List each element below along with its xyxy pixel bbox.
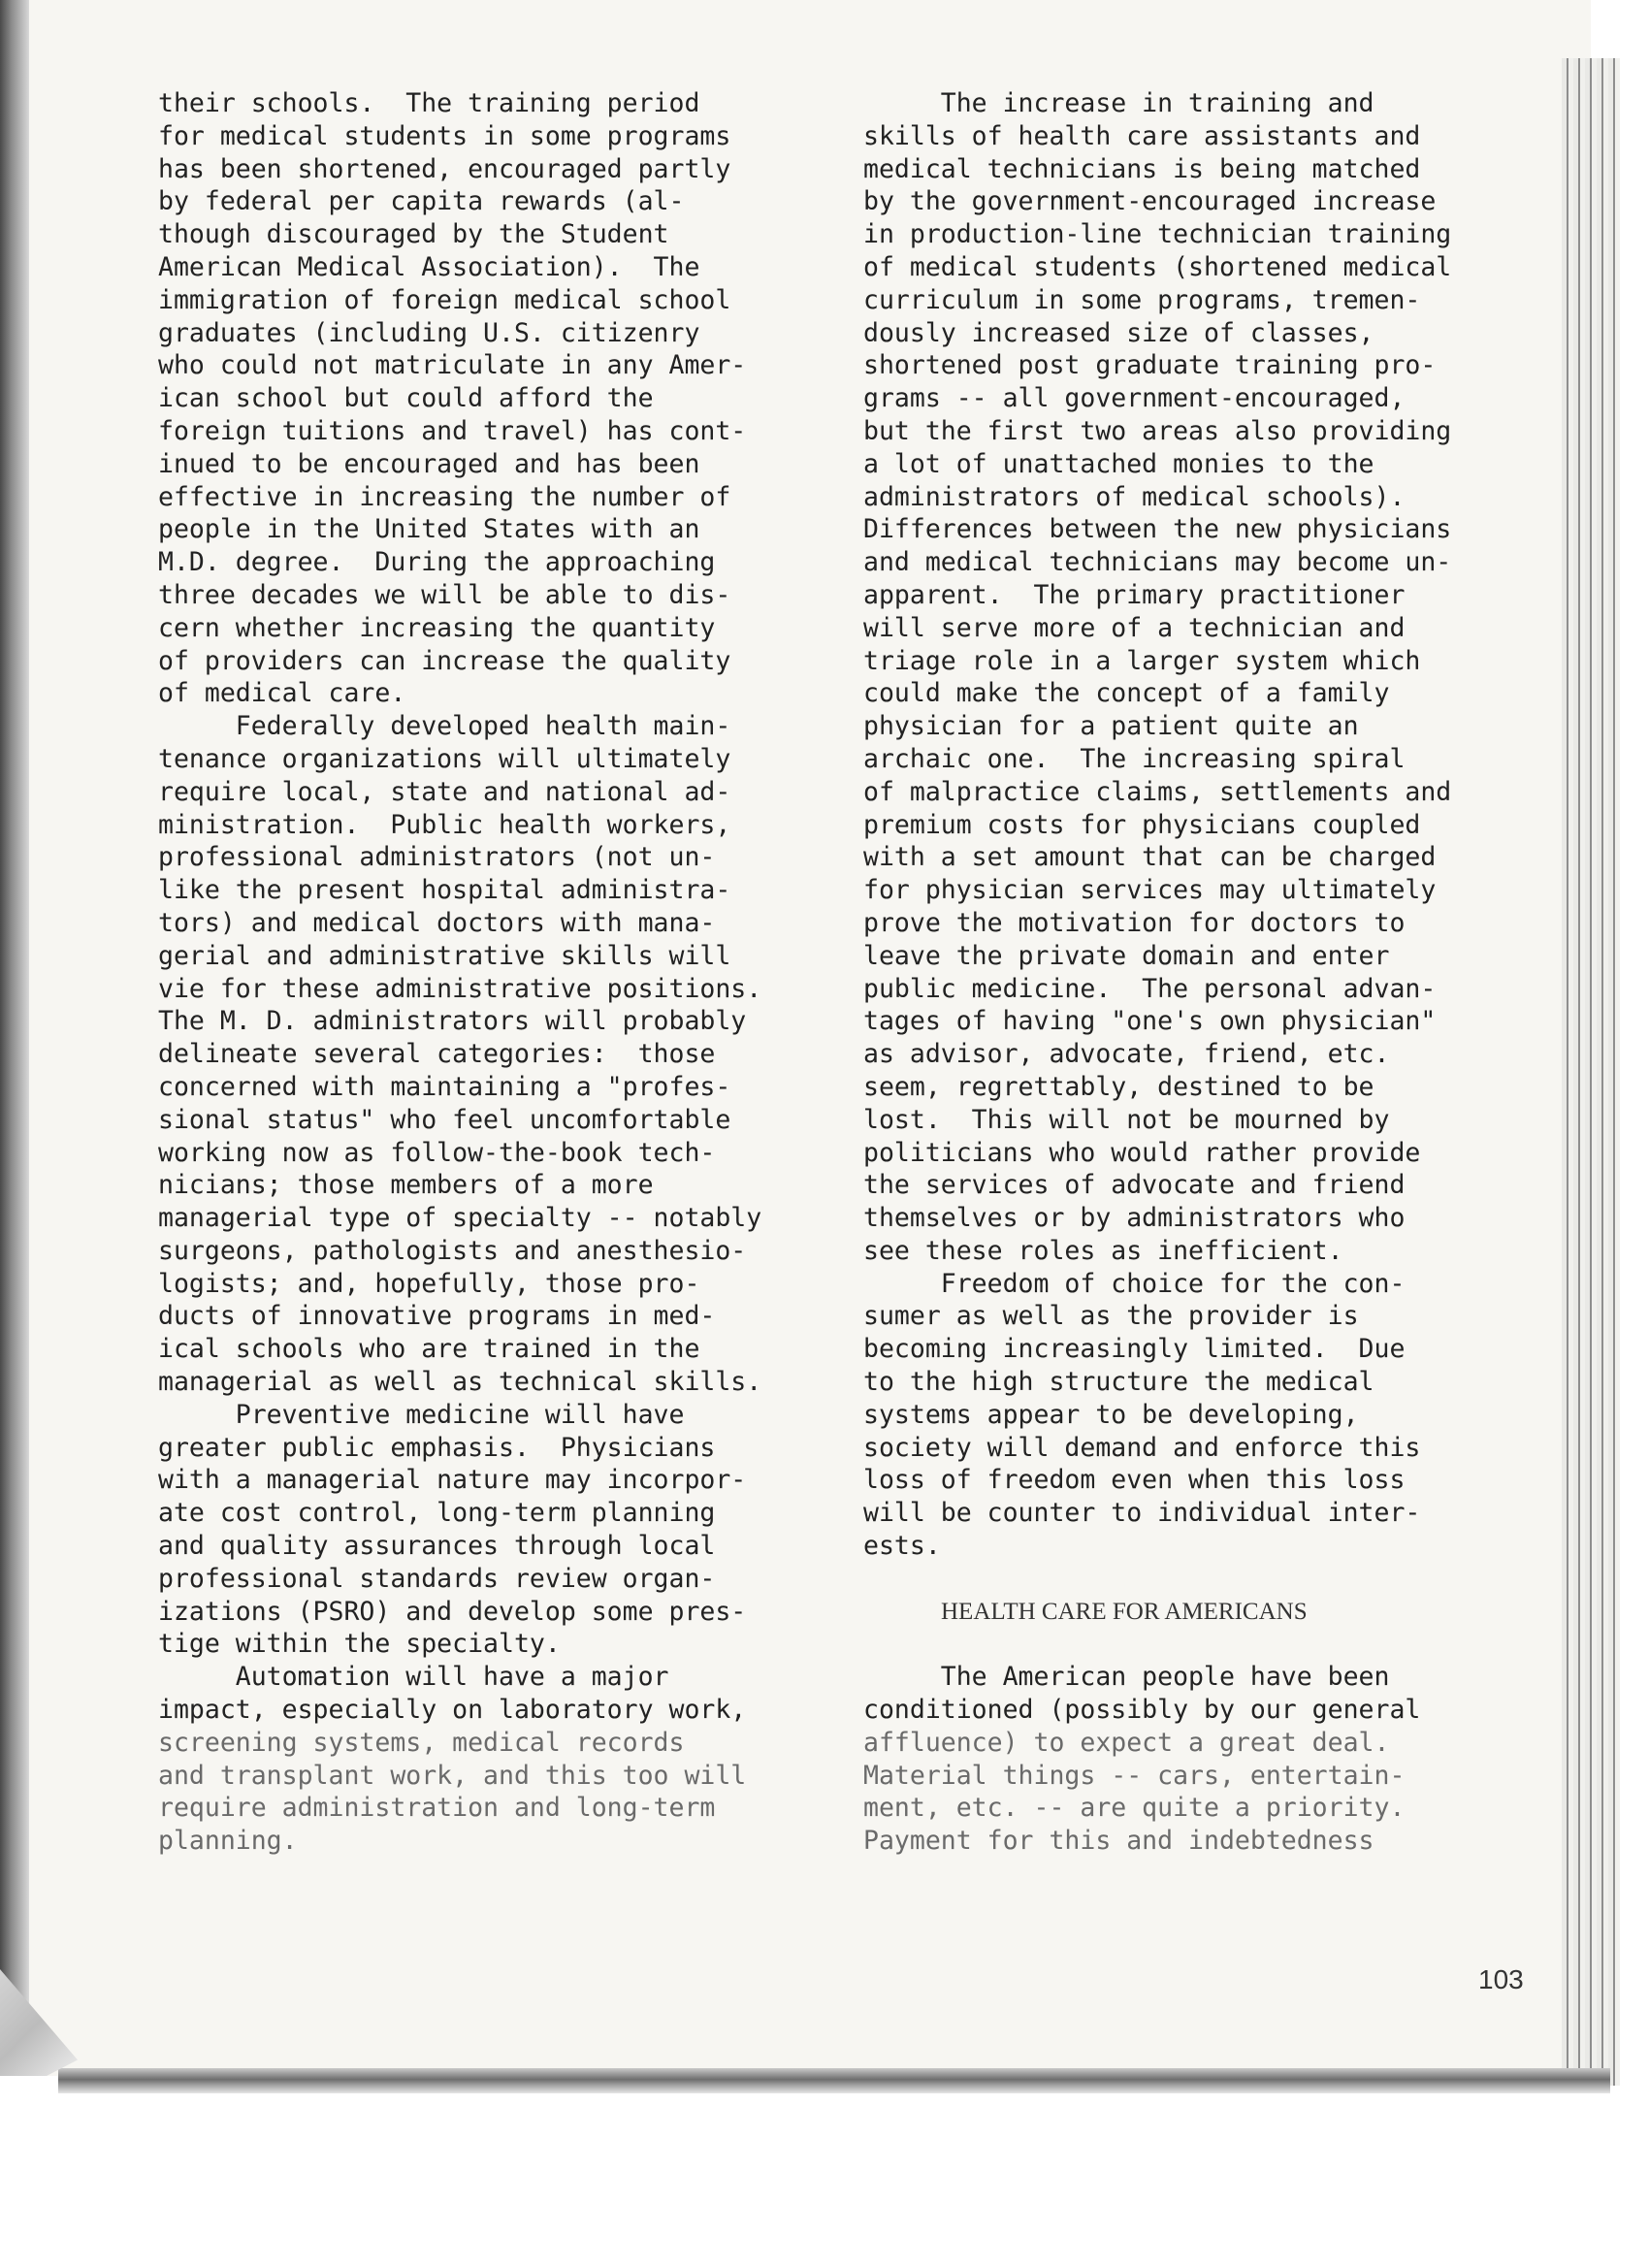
text-line: ducts of innovative programs in med- [158,1301,716,1332]
text-line: will be counter to individual inter- [863,1498,1421,1529]
spacer [863,1628,1542,1661]
text-line: seem, regrettably, destined to be [863,1071,1374,1102]
text-line: affluence) to expect a great deal. [863,1727,1390,1758]
text-line: with a set amount that can be charged [863,842,1437,873]
text-line: require local, state and national ad- [158,776,731,807]
text-line: concerned with maintaining a "profes- [158,1071,731,1102]
text-line: will serve more of a technician and [863,612,1406,643]
right-column-section-body [863,1661,1542,1858]
text-line: and transplant work, and this too will [158,1760,747,1791]
page-stack-edge [1562,58,1620,2086]
text-line: of malpractice claims, settlements and [863,776,1452,807]
text-line: see these roles as inefficient. [863,1235,1343,1266]
text-line: people in the United States with an [158,514,700,545]
text-line: skills of health care assistants and [863,120,1421,151]
text-line: nicians; those members of a more [158,1170,654,1201]
text-line: and medical technicians may become un- [863,547,1452,578]
text-line: ests. [863,1531,941,1562]
text-line: tages of having "one's own physician" [863,1006,1437,1037]
text-line: shortened post graduate training pro- [863,350,1437,381]
scan-left-edge-shadow [0,0,29,2037]
text-line: of medical care. [158,678,406,709]
text-line: Automation will have a major [158,1662,669,1693]
text-line: delineate several categories: those [158,1039,716,1070]
text-line: conditioned (possibly by our general [863,1695,1421,1726]
text-line: dously increased size of classes, [863,317,1374,348]
text-line: has been shortened, encouraged partly [158,153,731,184]
text-line: effective in increasing the number of [158,481,731,512]
text-line: tors) and medical doctors with mana- [158,907,716,938]
text-line: lost. This will not be mourned by [863,1104,1390,1135]
text-line: their schools. The training period [158,88,700,118]
text-line: managerial as well as technical skills. [158,1367,762,1398]
text-line: physician for a patient quite an [863,711,1359,742]
spacer [863,1563,1542,1596]
text-line: professional administrators (not un- [158,842,716,873]
text-line: leave the private domain and enter [863,940,1390,971]
text-line: screening systems, medical records [158,1727,685,1758]
text-line: by the government-encouraged increase [863,186,1437,217]
text-line: administrators of medical schools). [863,481,1406,512]
text-line: The increase in training and [863,88,1374,118]
text-line: prove the motivation for doctors to [863,907,1406,938]
text-line: tenance organizations will ultimately [158,743,731,774]
text-line: in production-line technician training [863,219,1452,250]
text-line: managerial type of specialty -- notably [158,1203,762,1234]
text-line: foreign tuitions and travel) has cont- [158,415,747,446]
text-line: but the first two areas also providing [863,415,1452,446]
text-line: Payment for this and indebtedness [863,1826,1374,1857]
text-line: The M. D. administrators will probably [158,1006,747,1037]
text-line: could make the concept of a family [863,678,1390,709]
text-line: apparent. The primary practitioner [863,579,1406,610]
right-column-body [863,87,1542,1563]
text-line: M.D. degree. During the approaching [158,547,716,578]
text-line: premium costs for physicians coupled [863,809,1421,840]
text-line: of medical students (shortened medical [863,251,1452,282]
text-line: ate cost control, long-term planning [158,1498,716,1529]
text-line: gerial and administrative skills will [158,940,731,971]
text-line: becoming increasingly limited. Due [863,1334,1406,1365]
text-line: izations (PSRO) and develop some pres- [158,1596,747,1627]
right-text-column [863,87,1542,1858]
text-line: tige within the specialty. [158,1629,561,1660]
text-line: with a managerial nature may incorpor- [158,1465,747,1496]
text-line: graduates (including U.S. citizenry [158,317,700,348]
text-line: require administration and long-term [158,1793,716,1824]
text-line: The American people have been [863,1662,1390,1693]
text-line: like the present hospital administra- [158,875,731,906]
text-line: Federally developed health main- [158,711,731,742]
text-line: Material things -- cars, entertain- [863,1760,1406,1791]
text-line: Differences between the new physicians [863,514,1452,545]
text-line: as advisor, advocate, friend, etc. [863,1039,1390,1070]
text-line: a lot of unattached monies to the [863,448,1374,479]
text-line: planning. [158,1826,298,1857]
text-line: sional status" who feel uncomfortable [158,1104,731,1135]
text-line: American Medical Association). The [158,251,700,282]
text-line: Freedom of choice for the con- [863,1268,1406,1299]
text-line: loss of freedom even when this loss [863,1465,1406,1496]
text-line: for physician services may ultimately [863,875,1437,906]
text-line: surgeons, pathologists and anesthesio- [158,1235,747,1266]
left-text-column [158,87,818,1858]
text-line: three decades we will be able to dis- [158,579,731,610]
text-line: themselves or by administrators who [863,1203,1406,1234]
text-line: and quality assurances through local [158,1531,716,1562]
text-line: archaic one. The increasing spiral [863,743,1406,774]
text-line: professional standards review organ- [158,1563,716,1594]
text-line: for medical students in some programs [158,120,731,151]
text-line: sumer as well as the provider is [863,1301,1359,1332]
text-line: ministration. Public health workers, [158,809,731,840]
text-line: logists; and, hopefully, those pro- [158,1268,700,1299]
section-heading: HEALTH CARE FOR AMERICANS [941,1598,1308,1625]
text-line: systems appear to be developing, [863,1399,1359,1430]
text-line: medical technicians is being matched [863,153,1421,184]
text-line: who could not matriculate in any Amer- [158,350,747,381]
text-line: of providers can increase the quality [158,645,731,676]
text-line: though discouraged by the Student [158,219,669,250]
text-line: cern whether increasing the quantity [158,612,716,643]
text-line: ical schools who are trained in the [158,1334,700,1365]
text-line: to the high structure the medical [863,1367,1374,1398]
text-line: greater public emphasis. Physicians [158,1432,716,1463]
text-line: working now as follow-the-book tech- [158,1137,716,1168]
text-line: ment, etc. -- are quite a priority. [863,1793,1406,1824]
text-line: the services of advocate and friend [863,1170,1406,1201]
text-line: by federal per capita rewards (al- [158,186,685,217]
text-line: politicians who would rather provide [863,1137,1421,1168]
text-line: public medicine. The personal advan- [863,973,1437,1004]
text-line: inued to be encouraged and has been [158,448,700,479]
text-line: vie for these administrative positions. [158,973,762,1004]
text-line: grams -- all government-encouraged, [863,383,1406,414]
text-line: ican school but could afford the [158,383,654,414]
text-line: curriculum in some programs, tremen- [863,284,1421,315]
text-line: Preventive medicine will have [158,1399,685,1430]
page-number: 103 [1478,1964,1524,1994]
scan-bottom-edge-shadow [58,2068,1610,2093]
text-line: society will demand and enforce this [863,1432,1421,1463]
text-line: immigration of foreign medical school [158,284,731,315]
text-line: triage role in a larger system which [863,645,1421,676]
text-line: impact, especially on laboratory work, [158,1695,747,1726]
